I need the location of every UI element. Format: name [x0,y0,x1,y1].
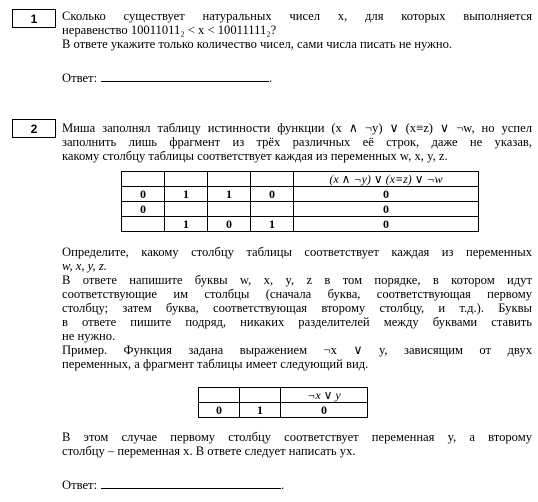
cell: 0 [208,217,251,232]
answer-label: Ответ: [62,71,98,85]
cell [251,202,294,217]
body-line: переменных, а фрагмент таблицы имеет следующий вид. [62,357,369,371]
body-line: Определите, какому столбцу таблицы соответствует каждая из переменных [62,245,532,259]
example-table [198,387,368,418]
table-row [122,217,479,232]
cell: 0 [122,202,165,217]
header-cell [240,388,281,403]
cell: 0 [281,403,368,418]
table-row [122,202,479,217]
table-row [122,187,479,202]
answer-period: . [269,71,273,85]
table-header-row [122,172,479,187]
header-cell [165,172,208,187]
cell: 1 [251,217,294,232]
cell [122,217,165,232]
truth-table [121,171,479,232]
body-line: Пример. Функция задана выражением ¬x ∨ y, зависящим от двух [62,343,532,357]
body-line: в ответе пишите подряд, никаких разделителей между буквами ставить [62,315,532,329]
body-line: В ответе напишите буквы w, x, y, z в том порядке, в котором идут [62,273,532,287]
cell [208,202,251,217]
task1-line: неравенство 10011011₂ < x < 10011111₂? [62,23,277,37]
cell: 0 [294,202,479,217]
tail-line: В этом случае первому столбцу соответствует переменная y, а второму [62,430,532,444]
answer-field[interactable] [101,477,281,489]
header-cell: (x ∧ ¬y) ∨ (x≡z) ∨ ¬w [294,172,479,187]
task2-body [62,245,532,371]
answer-field[interactable] [101,70,269,82]
intro-line: заполнить лишь фрагмент из трёх различных её строк, даже не указав, [62,135,532,149]
task2-intro [62,121,532,163]
task-number: 1 [30,11,38,26]
task1-line: Сколько существует натуральных чисел x, для которых выполняется [62,9,532,23]
answer-period: . [281,478,285,492]
table-header-row [199,388,368,403]
cell: 0 [251,187,294,202]
cell: 1 [165,217,208,232]
intro-line: Миша заполнял таблицу истинности функции (x ∧ ¬y) ∨ (x≡z) ∨ ¬w, но успел [62,121,532,135]
cell: 1 [165,187,208,202]
task-number-box [12,9,56,28]
body-line: w, x, y, z. [62,259,107,273]
table-row [199,403,368,418]
header-cell: ¬x ∨ y [281,388,368,403]
answer-label: Ответ: [62,478,98,492]
cell: 0 [294,217,479,232]
header-cell [199,388,240,403]
task2-answer-row [62,477,284,492]
body-line: столбцу; затем буква, соответствующая второму столбцу, и т.д.). Буквы [62,301,532,315]
task2-tail [62,430,532,458]
header-cell [251,172,294,187]
cell: 0 [199,403,240,418]
task1-answer-row [62,70,272,85]
task-number-box [12,119,56,138]
header-cell [122,172,165,187]
cell [165,202,208,217]
cell: 0 [294,187,479,202]
body-line: соответствующие им столбцы (сначала буква, соответствующая первому [62,287,532,301]
cell: 1 [208,187,251,202]
intro-line: какому столбцу таблицы соответствует каждая из переменных w, x, y, z. [62,149,448,163]
task1-line: В ответе укажите только количество чисел, сами числа писать не нужно. [62,37,453,51]
body-line: не нужно. [62,329,116,343]
cell: 1 [240,403,281,418]
header-cell [208,172,251,187]
task-number: 2 [30,121,38,136]
cell: 0 [122,187,165,202]
tail-line: столбцу – переменная x. В ответе следует написать yx. [62,444,356,458]
task1-text [62,9,532,51]
